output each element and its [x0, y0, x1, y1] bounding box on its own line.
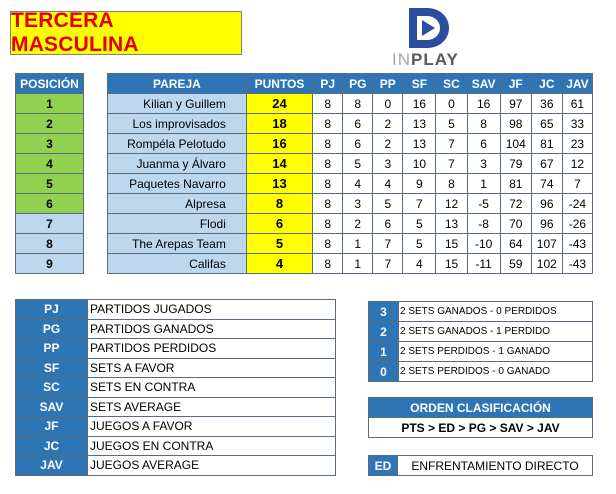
legend-row — [16, 300, 336, 320]
cell-sav: -8 — [467, 214, 500, 234]
position-row — [16, 134, 84, 154]
cell-sav: 3 — [467, 154, 500, 174]
cell-jav: 7 — [562, 174, 592, 194]
cell-sf: 4 — [403, 254, 436, 274]
cell-sf: 9 — [403, 174, 436, 194]
table-row — [108, 134, 593, 154]
cell-jf: 59 — [500, 254, 531, 274]
cell-sav: -10 — [467, 234, 500, 254]
legend-desc: PARTIDOS GANADOS — [88, 319, 336, 339]
cell-jf: 72 — [500, 194, 531, 214]
ed-description: ENFRENTAMIENTO DIRECTO — [397, 455, 593, 476]
position-cell: 5 — [16, 174, 84, 194]
cell-pg: 1 — [343, 234, 373, 254]
inplay-logo — [380, 6, 500, 70]
table-row — [108, 174, 593, 194]
cell-pair: Los improvisados — [108, 114, 247, 134]
legend-row — [16, 378, 336, 398]
column-header-sf: SF — [403, 74, 436, 94]
logo-text-play: PLAY — [411, 50, 459, 69]
cell-pj: 8 — [313, 94, 343, 114]
cell-jf: 64 — [500, 234, 531, 254]
cell-pp: 3 — [373, 154, 403, 174]
cell-sf: 10 — [403, 154, 436, 174]
legend-desc: SETS A FAVOR — [88, 358, 336, 378]
play-logo-icon — [405, 6, 451, 50]
table-row — [108, 214, 593, 234]
cell-pair: Califas — [108, 254, 247, 274]
table-row — [108, 234, 593, 254]
position-row — [16, 174, 84, 194]
position-cell: 6 — [16, 194, 84, 214]
position-row — [16, 114, 84, 134]
legend-abbr: PP — [16, 339, 88, 359]
cell-jc: 74 — [531, 174, 562, 194]
cell-jc: 107 — [531, 234, 562, 254]
points-value: 0 — [369, 362, 399, 382]
cell-pair: Paquetes Navarro — [108, 174, 247, 194]
cell-sf: 13 — [403, 134, 436, 154]
column-header-points: PUNTOS — [246, 74, 312, 94]
cell-sc: 12 — [436, 194, 467, 214]
cell-pj: 8 — [313, 114, 343, 134]
page-title: TERCERA MASCULINA — [10, 11, 242, 55]
cell-pg: 6 — [343, 114, 373, 134]
position-header: POSICIÓN — [16, 74, 84, 94]
position-row — [16, 254, 84, 274]
cell-sc: 8 — [436, 174, 467, 194]
cell-jf: 97 — [500, 94, 531, 114]
points-row — [369, 322, 593, 342]
cell-pp: 2 — [373, 134, 403, 154]
legend-desc: PARTIDOS JUGADOS — [88, 300, 336, 320]
cell-points: 14 — [246, 154, 312, 174]
legend-desc: PARTIDOS PERDIDOS — [88, 339, 336, 359]
cell-jc: 67 — [531, 154, 562, 174]
cell-points: 5 — [246, 234, 312, 254]
legend-row — [16, 456, 336, 476]
legend-desc: SETS EN CONTRA — [88, 378, 336, 398]
cell-sav: -11 — [467, 254, 500, 274]
position-cell: 2 — [16, 114, 84, 134]
legend-row — [16, 436, 336, 456]
cell-pj: 8 — [313, 154, 343, 174]
points-desc: 2 SETS GANADOS - 1 PERDIDO — [399, 322, 593, 342]
cell-sf: 7 — [403, 194, 436, 214]
cell-jc: 96 — [531, 194, 562, 214]
cell-pp: 2 — [373, 114, 403, 134]
column-header-pg: PG — [343, 74, 373, 94]
legend-abbr: SAV — [16, 397, 88, 417]
cell-points: 24 — [246, 94, 312, 114]
cell-jf: 81 — [500, 174, 531, 194]
cell-pp: 0 — [373, 94, 403, 114]
points-row — [369, 362, 593, 382]
cell-jc: 36 — [531, 94, 562, 114]
cell-sc: 7 — [436, 134, 467, 154]
cell-jc: 81 — [531, 134, 562, 154]
cell-pair: Flodi — [108, 214, 247, 234]
points-legend — [368, 301, 593, 382]
cell-pair: Juanma y Álvaro — [108, 154, 247, 174]
cell-sf: 16 — [403, 94, 436, 114]
position-row — [16, 214, 84, 234]
column-header-jav: JAV — [562, 74, 592, 94]
cell-sf: 13 — [403, 114, 436, 134]
cell-pp: 7 — [373, 254, 403, 274]
cell-sc: 5 — [436, 114, 467, 134]
cell-pp: 5 — [373, 194, 403, 214]
cell-jf: 104 — [500, 134, 531, 154]
cell-pp: 7 — [373, 234, 403, 254]
cell-pp: 6 — [373, 214, 403, 234]
points-value: 1 — [369, 342, 399, 362]
legend-desc: JUEGOS AVERAGE — [88, 456, 336, 476]
legend-abbr: SC — [16, 378, 88, 398]
position-cell: 7 — [16, 214, 84, 234]
points-desc: 2 SETS GANADOS - 0 PERDIDOS — [399, 302, 593, 322]
cell-jav: 61 — [562, 94, 592, 114]
column-header-sav: SAV — [467, 74, 500, 94]
standings-table — [107, 73, 593, 274]
table-row — [108, 254, 593, 274]
cell-jav: -24 — [562, 194, 592, 214]
legend-desc: JUEGOS EN CONTRA — [88, 436, 336, 456]
points-row — [369, 342, 593, 362]
legend-abbr: JAV — [16, 456, 88, 476]
legend-abbr: SF — [16, 358, 88, 378]
cell-pj: 8 — [313, 214, 343, 234]
position-row — [16, 94, 84, 114]
legend-row — [16, 358, 336, 378]
cell-jav: 12 — [562, 154, 592, 174]
legend-row — [16, 319, 336, 339]
cell-pj: 8 — [313, 254, 343, 274]
cell-sav: -5 — [467, 194, 500, 214]
cell-pg: 6 — [343, 134, 373, 154]
cell-jc: 65 — [531, 114, 562, 134]
cell-pj: 8 — [313, 194, 343, 214]
cell-sf: 5 — [403, 214, 436, 234]
cell-jf: 70 — [500, 214, 531, 234]
points-value: 2 — [369, 322, 399, 342]
column-header-pp: PP — [373, 74, 403, 94]
cell-points: 16 — [246, 134, 312, 154]
cell-pair: Alpresa — [108, 194, 247, 214]
cell-points: 4 — [246, 254, 312, 274]
cell-jc: 96 — [531, 214, 562, 234]
cell-jav: 23 — [562, 134, 592, 154]
cell-points: 18 — [246, 114, 312, 134]
table-row — [108, 194, 593, 214]
cell-points: 13 — [246, 174, 312, 194]
cell-jf: 98 — [500, 114, 531, 134]
table-row — [108, 154, 593, 174]
position-row — [16, 234, 84, 254]
cell-pair: Kilian y Guillem — [108, 94, 247, 114]
cell-pj: 8 — [313, 174, 343, 194]
legend-abbr: PJ — [16, 300, 88, 320]
logo-text-in: IN — [392, 50, 411, 69]
legend-desc: JUEGOS A FAVOR — [88, 417, 336, 437]
cell-sav: 1 — [467, 174, 500, 194]
points-value: 3 — [369, 302, 399, 322]
cell-pg: 3 — [343, 194, 373, 214]
cell-jc: 102 — [531, 254, 562, 274]
position-row — [16, 154, 84, 174]
cell-pg: 1 — [343, 254, 373, 274]
position-table — [15, 73, 84, 274]
position-cell: 9 — [16, 254, 84, 274]
column-header-pj: PJ — [313, 74, 343, 94]
cell-points: 8 — [246, 194, 312, 214]
points-desc: 2 SETS PERDIDOS - 1 GANADO — [399, 342, 593, 362]
cell-jav: -26 — [562, 214, 592, 234]
cell-sc: 15 — [436, 234, 467, 254]
position-row — [16, 194, 84, 214]
cell-pg: 5 — [343, 154, 373, 174]
cell-points: 6 — [246, 214, 312, 234]
cell-sc: 7 — [436, 154, 467, 174]
cell-sc: 0 — [436, 94, 467, 114]
order-header: ORDEN CLASIFICACIÓN — [368, 397, 593, 418]
points-desc: 2 SETS PERDIDOS - 0 GANADO — [399, 362, 593, 382]
legend-desc: SETS AVERAGE — [88, 397, 336, 417]
legend-row — [16, 397, 336, 417]
position-cell: 8 — [16, 234, 84, 254]
legend-row — [16, 417, 336, 437]
cell-pair: The Arepas Team — [108, 234, 247, 254]
cell-jf: 79 — [500, 154, 531, 174]
cell-pj: 8 — [313, 234, 343, 254]
cell-sav: 16 — [467, 94, 500, 114]
legend-abbr: PG — [16, 319, 88, 339]
legend-abbr: JF — [16, 417, 88, 437]
legend-abbr: JC — [16, 436, 88, 456]
cell-sav: 8 — [467, 114, 500, 134]
column-header-pair: PAREJA — [108, 74, 247, 94]
cell-pp: 4 — [373, 174, 403, 194]
order-value: PTS > ED > PG > SAV > JAV — [368, 417, 593, 438]
cell-sf: 5 — [403, 234, 436, 254]
cell-pj: 8 — [313, 134, 343, 154]
cell-jav: -43 — [562, 254, 592, 274]
logo-text — [392, 50, 492, 70]
position-cell: 4 — [16, 154, 84, 174]
position-cell: 1 — [16, 94, 84, 114]
abbreviation-legend — [15, 299, 336, 476]
column-header-jc: JC — [531, 74, 562, 94]
cell-jav: 33 — [562, 114, 592, 134]
column-header-jf: JF — [500, 74, 531, 94]
position-cell: 3 — [16, 134, 84, 154]
ed-abbr: ED — [368, 455, 398, 476]
cell-pg: 8 — [343, 94, 373, 114]
cell-sav: 6 — [467, 134, 500, 154]
points-row — [369, 302, 593, 322]
table-row — [108, 94, 593, 114]
cell-sc: 15 — [436, 254, 467, 274]
cell-sc: 13 — [436, 214, 467, 234]
cell-pair: Rompéla Pelotudo — [108, 134, 247, 154]
cell-pg: 2 — [343, 214, 373, 234]
cell-jav: -43 — [562, 234, 592, 254]
cell-pg: 4 — [343, 174, 373, 194]
table-row — [108, 114, 593, 134]
column-header-sc: SC — [436, 74, 467, 94]
legend-row — [16, 339, 336, 359]
